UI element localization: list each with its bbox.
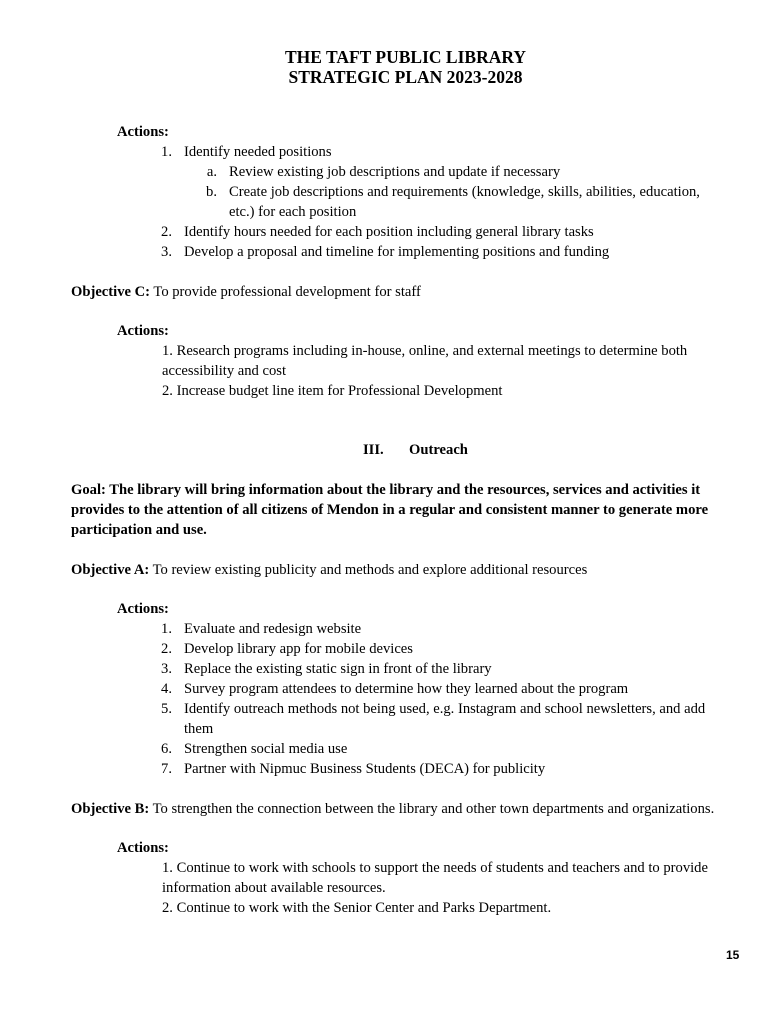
list-number: 7. [161, 761, 172, 777]
list-item: Partner with Nipmuc Business Students (DECA) for publicity [184, 761, 546, 777]
list-item-continuation: them [184, 721, 214, 737]
objective-label: Objective C: [71, 284, 151, 300]
objective-text: To strengthen the connection between the library and other town departments and organizations. [152, 801, 715, 817]
list-number: 3. [161, 661, 172, 677]
action-line: accessibility and cost [162, 363, 287, 379]
action-line: 2. Continue to work with the Senior Center and Parks Department. [162, 900, 552, 916]
document-title: THE TAFT PUBLIC LIBRARY [284, 47, 527, 67]
action-line: 1. Continue to work with schools to support the needs of students and teachers and to provide [162, 860, 708, 876]
list-item: Replace the existing static sign in front of the library [184, 661, 492, 677]
goal-line: Goal: The library will bring information about the library and the resources, services and activities it [71, 482, 701, 498]
section-title: Outreach [409, 442, 468, 458]
objective-a [71, 560, 587, 580]
list-number: 2. [161, 641, 172, 657]
list-item-continuation: etc.) for each position [229, 204, 357, 220]
objective-label: Objective A: [71, 562, 150, 578]
objective-label: Objective B: [71, 801, 150, 817]
list-number: 4. [161, 681, 172, 697]
objective-text: To review existing publicity and methods and explore additional resources [149, 562, 588, 578]
objective-c [71, 282, 421, 302]
list-item: Identify outreach methods not being used, e.g. Instagram and school newsletters, and add [184, 701, 706, 717]
list-number: 1. [161, 144, 172, 160]
list-item: Develop library app for mobile devices [184, 641, 413, 657]
actions-heading: Actions: [117, 124, 169, 140]
list-item: Survey program attendees to determine how they learned about the program [184, 681, 629, 697]
list-item: Create job descriptions and requirements (knowledge, skills, abilities, education, [229, 184, 700, 200]
list-item: Review existing job descriptions and update if necessary [229, 164, 561, 180]
actions-heading: Actions: [117, 601, 169, 617]
list-letter: b. [206, 184, 217, 200]
section-numeral: III. [363, 442, 384, 458]
goal-line: provides to the attention of all citizens of Mendon in a regular and consistent manner to generate more [71, 502, 709, 518]
list-number: 2. [161, 224, 172, 240]
list-number: 5. [161, 701, 172, 717]
actions-heading: Actions: [117, 323, 169, 339]
list-item: Develop a proposal and timeline for implementing positions and funding [184, 244, 610, 260]
list-item: Evaluate and redesign website [184, 621, 362, 637]
actions-heading: Actions: [117, 840, 169, 856]
list-item: Identify needed positions [184, 144, 332, 160]
page-number: 15 [726, 948, 740, 962]
list-item: Strengthen social media use [184, 741, 348, 757]
objective-text: To provide professional development for staff [153, 284, 421, 300]
action-line: 1. Research programs including in-house, online, and external meetings to determine both [162, 343, 688, 359]
action-line: 2. Increase budget line item for Professional Development [162, 383, 503, 399]
list-letter: a. [206, 164, 217, 180]
goal-line: participation and use. [71, 522, 207, 538]
action-line: information about available resources. [162, 880, 386, 896]
list-number: 3. [161, 244, 172, 260]
list-number: 6. [161, 741, 172, 757]
list-number: 1. [161, 621, 172, 637]
document-subtitle: STRATEGIC PLAN 2023-2028 [288, 67, 523, 87]
list-item: Identify hours needed for each position including general library tasks [184, 224, 594, 240]
objective-b [71, 799, 714, 819]
